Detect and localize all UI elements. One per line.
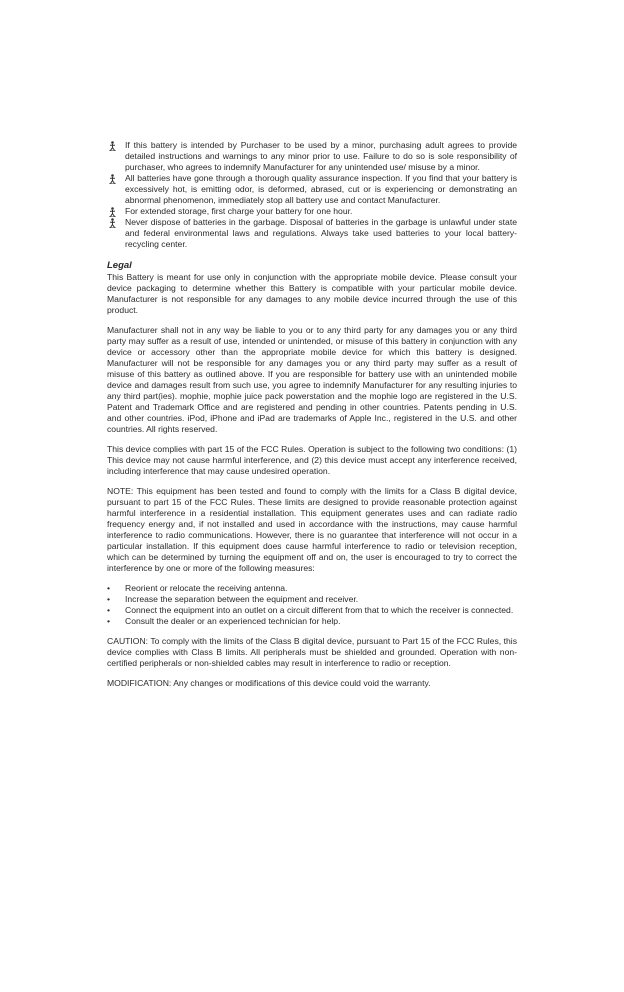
legal-paragraph-fcc-note: NOTE: This equipment has been tested and found to comply with the limits for a Class B digital device, pursuant to part 15 of the FCC Rules. These limits are designed to provide reasonable protection against harmful interference in a residential installation. This equipment generates uses and can radiate radio frequency energy and, if not installed and used in accordance with the instructions, may cause harmful interference to radio communications. However, there is no guarantee that interference will not occur in a particular installation. If this equipment does cause harmful interference to radio or television reception, which can be determined by turning the equipment off and on, the user is encouraged to try to correct the interference by one or more of the following measures:: [107, 486, 517, 573]
list-item: [107, 583, 517, 594]
warning-item: [107, 206, 517, 217]
measure-text: Consult the dealer or an experienced technician for help.: [125, 616, 341, 626]
document-page: [107, 140, 517, 698]
warning-list: [107, 140, 517, 250]
warning-item: [107, 140, 517, 173]
list-item: [107, 616, 517, 627]
measure-text: Increase the separation between the equipment and receiver.: [125, 594, 359, 604]
bullet-icon: •: [107, 583, 111, 593]
legal-heading: Legal: [107, 260, 132, 271]
bullet-icon: •: [107, 605, 111, 615]
warning-item: [107, 173, 517, 206]
legal-paragraph-compatibility: This Battery is meant for use only in conjunction with the appropriate mobile device. Please consult your device packaging to determine whether this Battery is compatible with your particular mobile device. Manufacturer is not responsible for any damages to any mobile device incurred through the use of this product.: [107, 272, 517, 315]
modification-paragraph: MODIFICATION: Any changes or modifications of this device could void the warranty.: [107, 678, 431, 688]
bullet-icon: •: [107, 594, 111, 604]
interference-measures-list: [107, 583, 517, 627]
measure-text: Connect the equipment into an outlet on a circuit different from that to which the receiver is connected.: [125, 605, 514, 615]
warning-figure-icon: [108, 218, 117, 228]
warning-text: If this battery is intended by Purchaser to be used by a minor, purchasing adult agrees to provide detailed instructions and warnings to any minor prior to use. Failure to do so is sole responsibility of purchaser, who agrees to indemnify Manufacturer for any unintended use/ misuse by a minor.: [125, 140, 517, 172]
warning-text: For extended storage, first charge your battery for one hour.: [125, 206, 353, 216]
legal-paragraph-fcc-compliance: This device complies with part 15 of the FCC Rules. Operation is subject to the following two conditions: (1) This device may not cause harmful interference, and (2) this device must accept any interference received, including interference that may cause undesired operation.: [107, 444, 517, 476]
bullet-icon: •: [107, 616, 111, 626]
warning-figure-icon: [108, 141, 117, 151]
warning-figure-icon: [108, 207, 117, 217]
caution-paragraph: CAUTION: To comply with the limits of the Class B digital device, pursuant to Part 15 of the FCC Rules, this device complies with Class B limits. All peripherals must be shielded and grounded. Operation with non-certified peripherals or non-shielded cables may result in interference to radio or reception.: [107, 636, 517, 668]
list-item: [107, 594, 517, 605]
warning-item: [107, 217, 517, 250]
warning-figure-icon: [108, 174, 117, 184]
list-item: [107, 605, 517, 616]
warning-text: All batteries have gone through a thorough quality assurance inspection. If you find that your battery is excessively hot, is emitting odor, is deformed, abrased, cut or is experiencing or demonstrating an abnormal phenomenon, immediately stop all battery use and contact Manufacturer.: [125, 173, 517, 205]
warning-text: Never dispose of batteries in the garbage. Disposal of batteries in the garbage is unlawful under state and federal environmental laws and regulations. Always take used batteries to your local battery-recycling center.: [125, 217, 517, 249]
legal-paragraph-liability: Manufacturer shall not in any way be liable to you or to any third party for any damages you or any third party may suffer as a result of use, intended or unintended, or misuse of this battery in conjunction with any device or accessory other than the appropriate mobile device for which this battery is designed. Manufacturer will not be responsible for any damages you or any third party may suffer as a result of misuse of this battery as outlined above. If you are responsible for battery use with an unintended mobile device and damages result from such use, you agree to indemnify Manufacturer for any resulting injuries to any third part(ies). mophie, mophie juice pack powerstation and the mophie logo are registered in the U.S. Patent and Trademark Office and are registered and pending in other countries. Patents pending in U.S. and other countries. iPod, iPhone and iPad are trademarks of Apple Inc., registered in the U.S. and other countries. All rights reserved.: [107, 325, 517, 434]
measure-text: Reorient or relocate the receiving antenna.: [125, 583, 288, 593]
